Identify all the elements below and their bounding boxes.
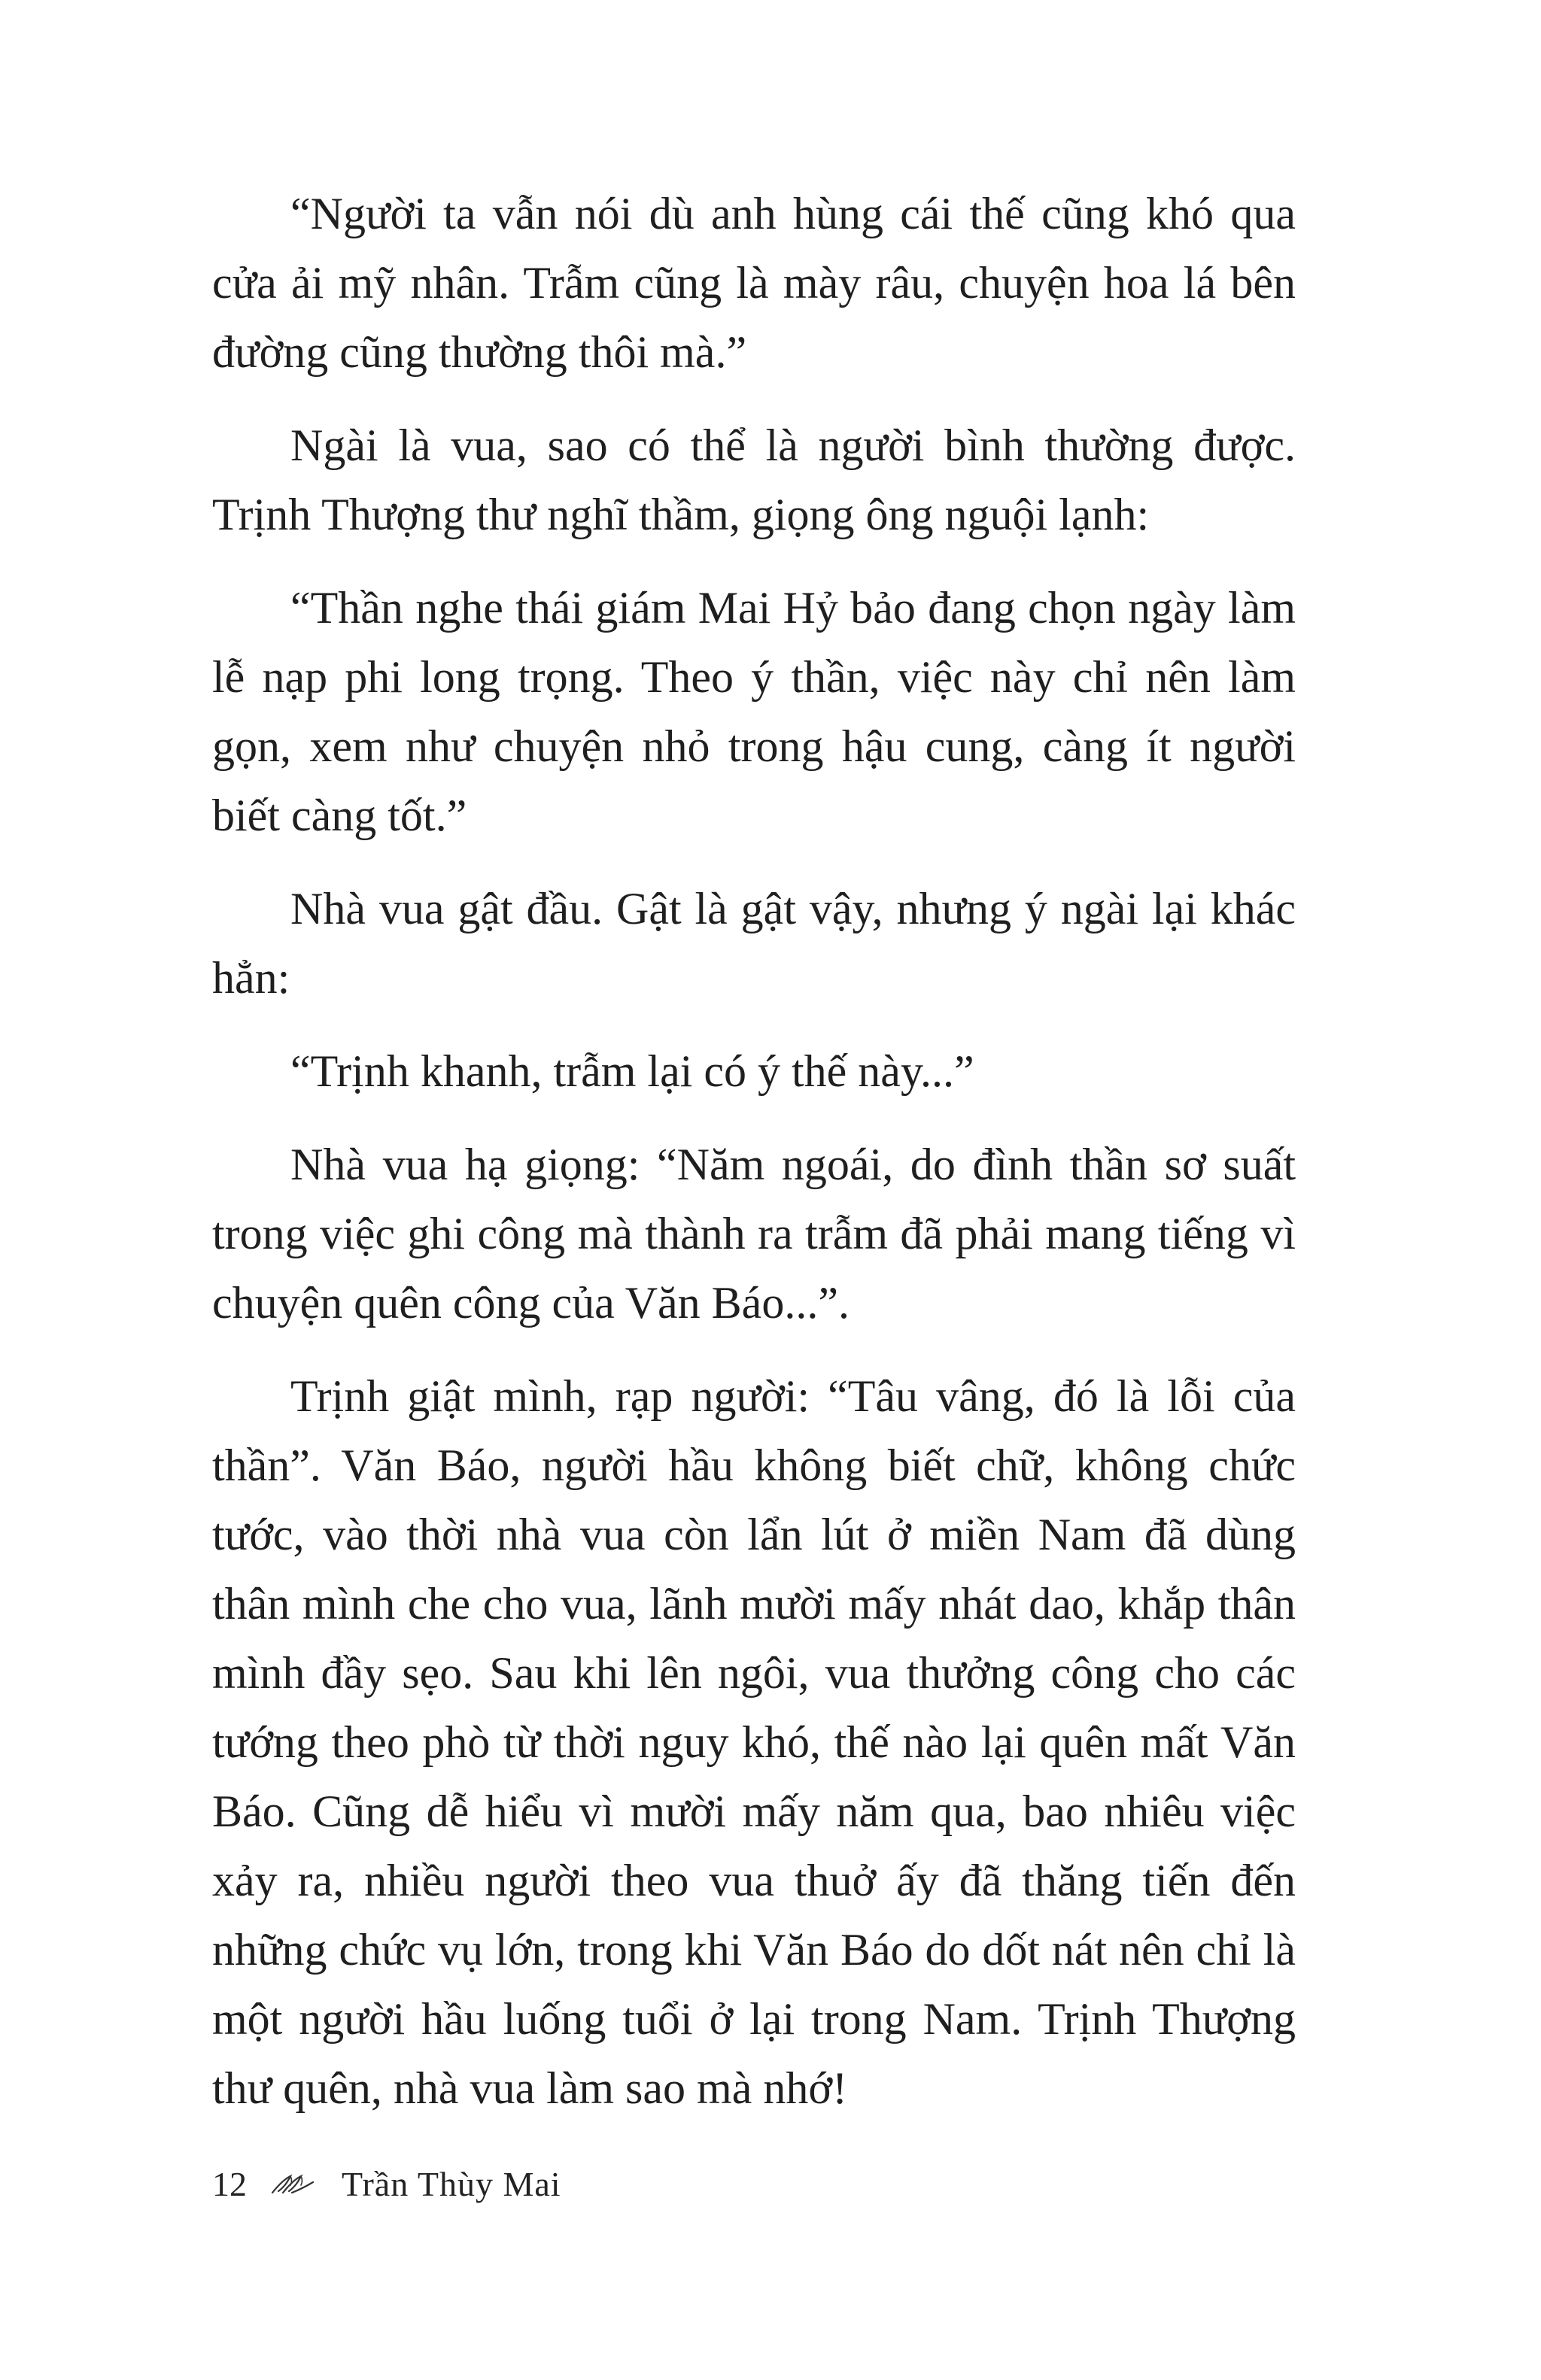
author-name: Trần Thùy Mai [342,2165,561,2203]
paragraph-1: “Người ta vẫn nói dù anh hùng cái thế cũng khó qua cửa ải mỹ nhân. Trẫm cũng là mày râu, chuyện hoa lá bên đường cũng thường thôi mà.” [212,189,1296,377]
paragraph-5: “Trịnh khanh, trẫm lại có ý thế này...” [290,1046,974,1096]
page-footer [212,2163,561,2205]
paragraph-4: Nhà vua gật đầu. Gật là gật vậy, nhưng ý ngài lại khác hẳn: [212,884,1296,1003]
paragraph-3: “Thần nghe thái giám Mai Hỷ bảo đang chọn ngày làm lễ nạp phi long trọng. Theo ý thần, việc này chỉ nên làm gọn, xem như chuyện nhỏ trong hậu cung, càng ít người biết càng tốt.” [212,583,1296,840]
flourish-icon [269,2172,316,2197]
paragraph-6: Nhà vua hạ giọng: “Năm ngoái, do đình thần sơ suất trong việc ghi công mà thành ra trẫm đã phải mang tiếng vì chuyện quên công của Văn Báo...”. [212,1140,1296,1328]
body-text [212,179,1296,2147]
paragraph-2: Ngài là vua, sao có thể là người bình thường được. Trịnh Thượng thư nghĩ thầm, giọng ông nguội lạnh: [212,420,1296,539]
page-number: 12 [212,2165,247,2203]
paragraph-7: Trịnh giật mình, rạp người: “Tâu vâng, đó là lỗi của thần”. Văn Báo, người hầu không biết chữ, không chức tước, vào thời nhà vua còn lẩn lút ở miền Nam đã dùng thân mình che cho vua, lãnh mười mấy nhát dao, khắp thân mình đầy sẹo. Sau khi lên ngôi, vua thưởng công cho các tướng theo phò từ thời nguy khó, thế nào lại quên mất Văn Báo. Cũng dễ hiểu vì mười mấy năm qua, bao nhiêu việc xảy ra, nhiều người theo vua thuở ấy đã thăng tiến đến những chức vụ lớn, trong khi Văn Báo do dốt nát nên chỉ là một người hầu luống tuổi ở lại trong Nam. Trịnh Thượng thư quên, nhà vua làm sao mà nhớ! [212,1371,1296,2113]
